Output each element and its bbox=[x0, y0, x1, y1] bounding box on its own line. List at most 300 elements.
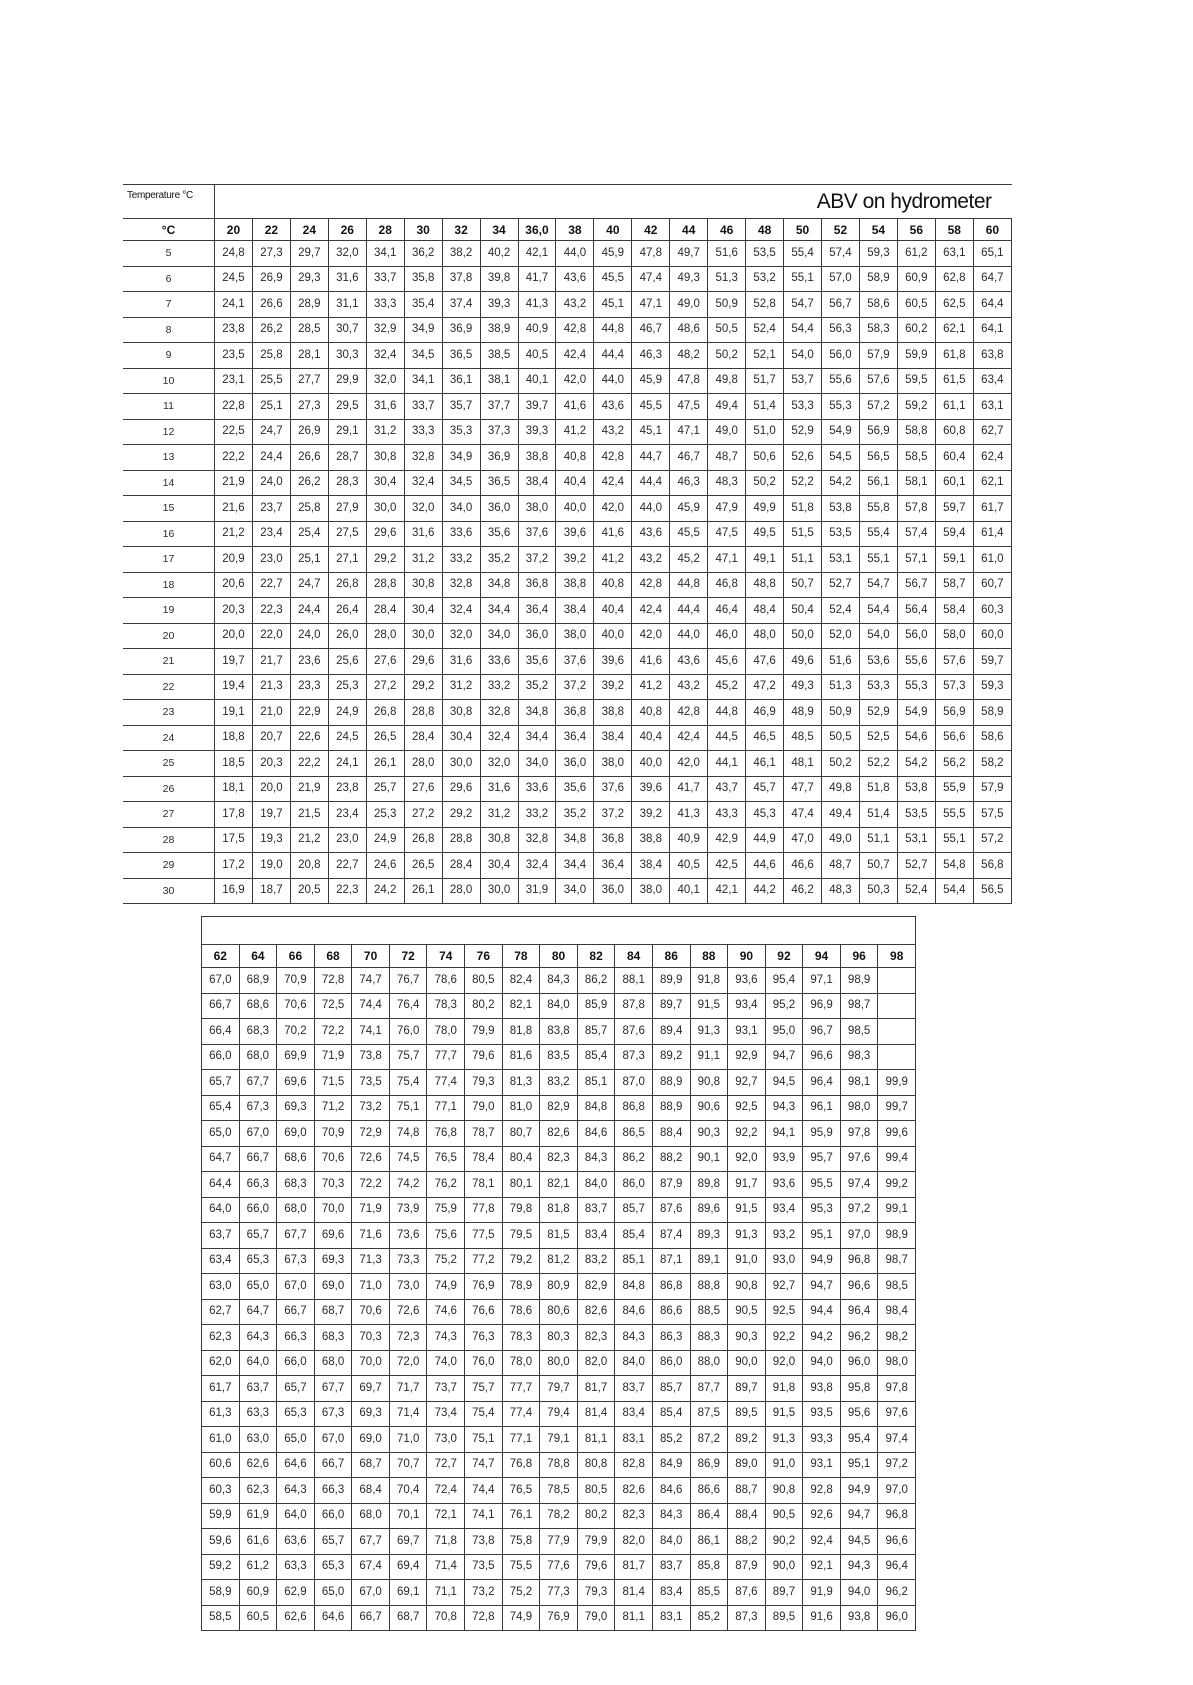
abv-cell: 23,4 bbox=[252, 521, 290, 547]
abv-cell: 86,8 bbox=[615, 1095, 653, 1121]
abv-cell: 55,4 bbox=[859, 521, 897, 547]
abv-cell: 80,5 bbox=[577, 1478, 615, 1504]
abv-cell: 61,1 bbox=[935, 394, 973, 420]
abv-cell: 26,2 bbox=[290, 470, 328, 496]
unit-label: °C bbox=[123, 219, 215, 241]
abv-cell: 39,6 bbox=[632, 776, 670, 802]
abv-cell: 70,3 bbox=[352, 1325, 390, 1351]
abv-cell: 88,4 bbox=[728, 1503, 766, 1529]
abv-cell: 83,5 bbox=[540, 1044, 578, 1070]
abv-cell: 48,6 bbox=[670, 317, 708, 343]
abv-cell: 76,3 bbox=[465, 1325, 503, 1351]
abv-cell: 29,2 bbox=[404, 674, 442, 700]
abv-cell: 73,8 bbox=[465, 1529, 503, 1555]
table-row bbox=[202, 1095, 916, 1121]
abv-cell: 97,8 bbox=[840, 1121, 878, 1147]
abv-cell: 54,2 bbox=[822, 470, 860, 496]
abv-cell: 54,8 bbox=[935, 853, 973, 879]
table-row bbox=[123, 343, 1012, 369]
abv-cell: 73,0 bbox=[389, 1274, 427, 1300]
abv-cell: 37,6 bbox=[518, 521, 556, 547]
abv-cell: 22,2 bbox=[290, 751, 328, 777]
abv-cell: 41,2 bbox=[556, 419, 594, 445]
abv-cell: 43,2 bbox=[556, 292, 594, 318]
abv-cell: 42,0 bbox=[632, 623, 670, 649]
abv-cell: 58,9 bbox=[973, 700, 1011, 726]
abv-cell: 80,5 bbox=[465, 968, 503, 994]
abv-cell: 97,2 bbox=[840, 1197, 878, 1223]
abv-cell: 26,9 bbox=[290, 419, 328, 445]
abv-cell: 81,4 bbox=[615, 1580, 653, 1606]
abv-cell: 58,0 bbox=[935, 623, 973, 649]
abv-temperature-table-top bbox=[123, 184, 1012, 904]
abv-cell: 37,6 bbox=[594, 776, 632, 802]
abv-cell: 83,1 bbox=[615, 1427, 653, 1453]
table-row bbox=[202, 1248, 916, 1274]
abv-cell: 93,8 bbox=[840, 1605, 878, 1631]
abv-cell: 19,4 bbox=[215, 674, 253, 700]
abv-cell: 77,4 bbox=[502, 1401, 540, 1427]
abv-cell: 53,1 bbox=[897, 827, 935, 853]
abv-cell: 27,3 bbox=[290, 394, 328, 420]
abv-cell: 22,6 bbox=[290, 725, 328, 751]
abv-cell: 44,4 bbox=[632, 470, 670, 496]
abv-cell: 79,4 bbox=[540, 1401, 578, 1427]
abv-cell: 85,5 bbox=[690, 1580, 728, 1606]
abv-cell: 78,0 bbox=[502, 1350, 540, 1376]
table-row bbox=[202, 1529, 916, 1555]
abv-cell: 35,6 bbox=[556, 776, 594, 802]
abv-cell: 50,7 bbox=[859, 853, 897, 879]
abv-cell: 88,8 bbox=[690, 1274, 728, 1300]
abv-cell: 81,5 bbox=[540, 1223, 578, 1249]
abv-cell: 38,2 bbox=[442, 241, 480, 267]
abv-cell: 38,5 bbox=[480, 343, 518, 369]
abv-cell: 52,6 bbox=[784, 445, 822, 471]
abv-cell: 32,0 bbox=[404, 496, 442, 522]
abv-cell: 36,9 bbox=[442, 317, 480, 343]
abv-cell: 41,2 bbox=[594, 547, 632, 573]
abv-cell: 62,7 bbox=[973, 419, 1011, 445]
abv-cell: 23,8 bbox=[215, 317, 253, 343]
abv-cell: 43,6 bbox=[670, 649, 708, 675]
abv-cell: 91,3 bbox=[690, 1019, 728, 1045]
abv-cell: 73,9 bbox=[389, 1197, 427, 1223]
abv-cell: 85,7 bbox=[652, 1376, 690, 1402]
abv-cell: 79,3 bbox=[577, 1580, 615, 1606]
abv-cell: 80,9 bbox=[540, 1274, 578, 1300]
abv-column-header: 46 bbox=[708, 219, 746, 241]
abv-cell: 67,4 bbox=[352, 1554, 390, 1580]
abv-cell: 21,9 bbox=[290, 776, 328, 802]
abv-cell: 42,0 bbox=[556, 368, 594, 394]
abv-cell: 64,0 bbox=[239, 1350, 277, 1376]
abv-column-header: 54 bbox=[859, 219, 897, 241]
abv-cell: 46,1 bbox=[746, 751, 784, 777]
abv-cell: 60,3 bbox=[973, 598, 1011, 624]
abv-column-header: 20 bbox=[215, 219, 253, 241]
abv-cell: 36,0 bbox=[518, 623, 556, 649]
abv-cell: 88,5 bbox=[690, 1299, 728, 1325]
abv-cell: 81,8 bbox=[502, 1019, 540, 1045]
temperature-cell: 15 bbox=[123, 496, 215, 522]
abv-cell: 96,6 bbox=[803, 1044, 841, 1070]
abv-cell: 48,3 bbox=[822, 878, 860, 904]
abv-cell: 44,8 bbox=[670, 572, 708, 598]
abv-cell: 48,5 bbox=[784, 725, 822, 751]
abv-cell: 49,0 bbox=[708, 419, 746, 445]
abv-cell: 38,9 bbox=[480, 317, 518, 343]
abv-cell: 98,3 bbox=[840, 1044, 878, 1070]
abv-cell: 70,0 bbox=[314, 1197, 352, 1223]
abv-cell: 78,1 bbox=[465, 1172, 503, 1198]
table-row bbox=[123, 470, 1012, 496]
abv-cell: 18,1 bbox=[215, 776, 253, 802]
abv-cell: 18,5 bbox=[215, 751, 253, 777]
abv-cell: 49,1 bbox=[746, 547, 784, 573]
abv-cell: 51,3 bbox=[708, 266, 746, 292]
abv-cell: 17,2 bbox=[215, 853, 253, 879]
abv-cell: 40,4 bbox=[594, 598, 632, 624]
abv-column-header: 34 bbox=[480, 219, 518, 241]
abv-cell: 82,6 bbox=[577, 1299, 615, 1325]
abv-cell: 59,1 bbox=[935, 547, 973, 573]
table-row bbox=[123, 751, 1012, 777]
abv-cell: 89,0 bbox=[728, 1452, 766, 1478]
abv-column-header: 98 bbox=[878, 945, 916, 968]
abv-cell: 26,8 bbox=[366, 700, 404, 726]
table-row bbox=[123, 802, 1012, 828]
abv-column-header: 58 bbox=[935, 219, 973, 241]
abv-cell: 72,3 bbox=[389, 1325, 427, 1351]
abv-cell: 76,2 bbox=[427, 1172, 465, 1198]
header-row bbox=[123, 185, 1012, 219]
abv-cell: 78,2 bbox=[540, 1503, 578, 1529]
abv-cell: 58,2 bbox=[973, 751, 1011, 777]
abv-cell: 56,5 bbox=[973, 878, 1011, 904]
table-row bbox=[202, 1070, 916, 1096]
temperature-cell: 7 bbox=[123, 292, 215, 318]
abv-cell: 59,5 bbox=[897, 368, 935, 394]
abv-cell: 71,9 bbox=[352, 1197, 390, 1223]
abv-cell: 83,1 bbox=[652, 1605, 690, 1631]
abv-cell: 81,7 bbox=[577, 1376, 615, 1402]
abv-cell: 68,7 bbox=[389, 1605, 427, 1631]
abv-cell: 34,8 bbox=[480, 572, 518, 598]
abv-cell: 97,8 bbox=[878, 1376, 916, 1402]
abv-cell: 97,4 bbox=[840, 1172, 878, 1198]
abv-cell: 93,6 bbox=[728, 968, 766, 994]
abv-cell: 47,6 bbox=[746, 649, 784, 675]
abv-cell: 24,9 bbox=[328, 700, 366, 726]
abv-cell: 71,3 bbox=[352, 1248, 390, 1274]
abv-cell: 82,3 bbox=[615, 1503, 653, 1529]
table-row bbox=[202, 1478, 916, 1504]
abv-cell: 57,2 bbox=[859, 394, 897, 420]
abv-cell: 24,8 bbox=[215, 241, 253, 267]
abv-cell: 42,8 bbox=[632, 572, 670, 598]
abv-cell: 58,6 bbox=[973, 725, 1011, 751]
abv-cell: 98,5 bbox=[878, 1274, 916, 1300]
abv-cell: 92,2 bbox=[728, 1121, 766, 1147]
abv-cell: 64,0 bbox=[202, 1197, 240, 1223]
abv-cell: 92,6 bbox=[803, 1503, 841, 1529]
table-row bbox=[202, 1605, 916, 1631]
abv-cell: 76,7 bbox=[389, 968, 427, 994]
abv-cell: 86,6 bbox=[690, 1478, 728, 1504]
abv-cell: 80,8 bbox=[577, 1452, 615, 1478]
abv-cell: 98,2 bbox=[878, 1325, 916, 1351]
abv-cell: 55,1 bbox=[935, 827, 973, 853]
abv-cell: 99,9 bbox=[878, 1070, 916, 1096]
abv-cell: 49,8 bbox=[822, 776, 860, 802]
abv-cell: 45,5 bbox=[670, 521, 708, 547]
abv-cell: 87,4 bbox=[652, 1223, 690, 1249]
abv-cell: 62,1 bbox=[935, 317, 973, 343]
abv-cell: 92,2 bbox=[765, 1325, 803, 1351]
abv-cell: 32,0 bbox=[366, 368, 404, 394]
abv-cell: 57,4 bbox=[897, 521, 935, 547]
abv-cell: 53,5 bbox=[746, 241, 784, 267]
abv-column-header: 32 bbox=[442, 219, 480, 241]
abv-cell bbox=[878, 1044, 916, 1070]
abv-cell: 28,5 bbox=[290, 317, 328, 343]
abv-cell: 89,9 bbox=[652, 968, 690, 994]
abv-cell: 38,8 bbox=[518, 445, 556, 471]
abv-cell: 98,5 bbox=[840, 1019, 878, 1045]
abv-cell: 48,8 bbox=[746, 572, 784, 598]
abv-cell: 21,7 bbox=[252, 649, 290, 675]
abv-cell: 37,4 bbox=[442, 292, 480, 318]
abv-cell: 60,8 bbox=[935, 419, 973, 445]
abv-cell: 26,0 bbox=[328, 623, 366, 649]
abv-column-header: 76 bbox=[465, 945, 503, 968]
abv-cell: 67,7 bbox=[277, 1223, 315, 1249]
abv-column-header: 36,0 bbox=[518, 219, 556, 241]
abv-cell: 32,0 bbox=[442, 623, 480, 649]
abv-cell: 99,4 bbox=[878, 1146, 916, 1172]
abv-cell: 63,8 bbox=[973, 343, 1011, 369]
abv-cell: 49,3 bbox=[784, 674, 822, 700]
abv-cell: 30,8 bbox=[366, 445, 404, 471]
abv-cell: 73,2 bbox=[465, 1580, 503, 1606]
abv-cell: 21,6 bbox=[215, 496, 253, 522]
abv-cell: 58,9 bbox=[202, 1580, 240, 1606]
abv-cell: 41,7 bbox=[518, 266, 556, 292]
abv-cell: 25,3 bbox=[328, 674, 366, 700]
abv-cell: 34,8 bbox=[518, 700, 556, 726]
abv-cell: 22,5 bbox=[215, 419, 253, 445]
abv-cell: 68,3 bbox=[239, 1019, 277, 1045]
abv-cell: 68,7 bbox=[314, 1299, 352, 1325]
abv-cell: 92,5 bbox=[728, 1095, 766, 1121]
abv-cell: 48,7 bbox=[822, 853, 860, 879]
abv-cell: 71,4 bbox=[389, 1401, 427, 1427]
abv-cell: 59,6 bbox=[202, 1529, 240, 1555]
abv-cell bbox=[878, 993, 916, 1019]
abv-cell: 95,2 bbox=[765, 993, 803, 1019]
abv-cell: 79,9 bbox=[577, 1529, 615, 1555]
abv-cell: 32,0 bbox=[328, 241, 366, 267]
abv-cell: 42,8 bbox=[556, 317, 594, 343]
abv-cell: 94,5 bbox=[765, 1070, 803, 1096]
abv-cell: 50,6 bbox=[746, 445, 784, 471]
table-row bbox=[123, 572, 1012, 598]
abv-cell: 27,7 bbox=[290, 368, 328, 394]
abv-cell: 49,0 bbox=[670, 292, 708, 318]
abv-cell: 71,6 bbox=[352, 1223, 390, 1249]
abv-cell: 36,4 bbox=[556, 725, 594, 751]
abv-cell: 68,6 bbox=[277, 1146, 315, 1172]
abv-cell: 30,4 bbox=[442, 725, 480, 751]
abv-cell: 52,2 bbox=[859, 751, 897, 777]
abv-cell: 74,9 bbox=[502, 1605, 540, 1631]
abv-cell: 34,0 bbox=[556, 878, 594, 904]
abv-cell: 70,9 bbox=[277, 968, 315, 994]
abv-cell: 91,5 bbox=[765, 1401, 803, 1427]
table-row bbox=[202, 1503, 916, 1529]
abv-cell: 38,4 bbox=[632, 853, 670, 879]
abv-cell: 36,0 bbox=[556, 751, 594, 777]
abv-cell: 38,0 bbox=[594, 751, 632, 777]
abv-cell: 80,2 bbox=[465, 993, 503, 1019]
temperature-corner-label: Temperature °C bbox=[123, 185, 215, 219]
temperature-cell: 16 bbox=[123, 521, 215, 547]
abv-cell: 44,2 bbox=[746, 878, 784, 904]
abv-cell: 27,2 bbox=[404, 802, 442, 828]
abv-cell: 32,8 bbox=[442, 572, 480, 598]
table-row bbox=[123, 317, 1012, 343]
abv-cell: 55,3 bbox=[822, 394, 860, 420]
abv-cell: 81,7 bbox=[615, 1554, 653, 1580]
table-row bbox=[123, 241, 1012, 267]
abv-cell: 52,7 bbox=[897, 853, 935, 879]
abv-cell: 49,5 bbox=[746, 521, 784, 547]
abv-cell: 50,3 bbox=[859, 878, 897, 904]
table-row bbox=[202, 1172, 916, 1198]
abv-cell: 54,7 bbox=[859, 572, 897, 598]
abv-cell: 94,3 bbox=[840, 1554, 878, 1580]
abv-cell: 85,2 bbox=[690, 1605, 728, 1631]
abv-cell: 40,8 bbox=[594, 572, 632, 598]
abv-cell: 25,1 bbox=[252, 394, 290, 420]
table-row bbox=[202, 1427, 916, 1453]
abv-cell: 63,1 bbox=[973, 394, 1011, 420]
abv-cell: 95,6 bbox=[840, 1401, 878, 1427]
abv-cell: 28,8 bbox=[366, 572, 404, 598]
abv-cell: 33,6 bbox=[480, 649, 518, 675]
abv-cell: 84,9 bbox=[652, 1452, 690, 1478]
abv-cell: 76,8 bbox=[502, 1452, 540, 1478]
abv-cell: 67,3 bbox=[314, 1401, 352, 1427]
abv-cell: 30,8 bbox=[442, 700, 480, 726]
abv-cell: 29,2 bbox=[442, 802, 480, 828]
abv-cell: 32,8 bbox=[518, 827, 556, 853]
abv-cell: 87,5 bbox=[690, 1401, 728, 1427]
abv-cell: 53,7 bbox=[784, 368, 822, 394]
abv-cell: 64,4 bbox=[202, 1172, 240, 1198]
abv-cell: 44,9 bbox=[746, 827, 784, 853]
abv-cell: 44,8 bbox=[708, 700, 746, 726]
abv-cell: 61,0 bbox=[973, 547, 1011, 573]
abv-cell: 51,4 bbox=[746, 394, 784, 420]
abv-cell: 83,2 bbox=[540, 1070, 578, 1096]
abv-cell: 53,3 bbox=[784, 394, 822, 420]
abv-cell: 31,2 bbox=[480, 802, 518, 828]
abv-cell: 78,6 bbox=[502, 1299, 540, 1325]
abv-cell: 97,6 bbox=[840, 1146, 878, 1172]
abv-cell: 70,8 bbox=[427, 1605, 465, 1631]
abv-cell: 60,6 bbox=[202, 1452, 240, 1478]
abv-cell: 47,0 bbox=[784, 827, 822, 853]
abv-cell: 99,1 bbox=[878, 1197, 916, 1223]
abv-cell: 67,0 bbox=[314, 1427, 352, 1453]
abv-cell: 50,9 bbox=[708, 292, 746, 318]
abv-cell: 52,7 bbox=[822, 572, 860, 598]
abv-column-header: 28 bbox=[366, 219, 404, 241]
abv-cell: 52,4 bbox=[897, 878, 935, 904]
abv-cell: 72,1 bbox=[427, 1503, 465, 1529]
abv-cell: 41,7 bbox=[670, 776, 708, 802]
abv-cell: 53,3 bbox=[859, 674, 897, 700]
abv-cell: 45,9 bbox=[632, 368, 670, 394]
abv-cell: 23,6 bbox=[290, 649, 328, 675]
temperature-cell: 8 bbox=[123, 317, 215, 343]
abv-cell: 19,7 bbox=[252, 802, 290, 828]
abv-cell: 97,4 bbox=[878, 1427, 916, 1453]
abv-cell: 92,0 bbox=[728, 1146, 766, 1172]
abv-cell: 76,5 bbox=[427, 1146, 465, 1172]
abv-cell: 77,5 bbox=[465, 1223, 503, 1249]
abv-cell: 79,6 bbox=[465, 1044, 503, 1070]
abv-cell: 35,2 bbox=[556, 802, 594, 828]
abv-cell: 77,7 bbox=[502, 1376, 540, 1402]
abv-cell: 78,4 bbox=[465, 1146, 503, 1172]
abv-cell: 42,8 bbox=[594, 445, 632, 471]
abv-cell: 95,0 bbox=[765, 1019, 803, 1045]
abv-cell: 37,6 bbox=[556, 649, 594, 675]
abv-cell: 66,0 bbox=[239, 1197, 277, 1223]
abv-cell: 29,9 bbox=[328, 368, 366, 394]
abv-cell: 56,6 bbox=[935, 725, 973, 751]
abv-cell: 68,0 bbox=[239, 1044, 277, 1070]
abv-cell: 45,2 bbox=[708, 674, 746, 700]
abv-cell: 85,4 bbox=[615, 1223, 653, 1249]
abv-cell: 24,4 bbox=[252, 445, 290, 471]
abv-cell: 75,2 bbox=[427, 1248, 465, 1274]
abv-cell: 21,2 bbox=[215, 521, 253, 547]
abv-cell: 83,4 bbox=[577, 1223, 615, 1249]
abv-cell: 50,5 bbox=[708, 317, 746, 343]
abv-cell: 40,4 bbox=[632, 725, 670, 751]
abv-cell: 73,5 bbox=[352, 1070, 390, 1096]
abv-cell: 42,4 bbox=[632, 598, 670, 624]
abv-cell: 95,3 bbox=[803, 1197, 841, 1223]
abv-cell: 55,4 bbox=[784, 241, 822, 267]
abv-cell: 82,3 bbox=[577, 1325, 615, 1351]
abv-cell: 74,0 bbox=[427, 1350, 465, 1376]
abv-cell: 96,8 bbox=[878, 1503, 916, 1529]
abv-cell: 61,4 bbox=[973, 521, 1011, 547]
abv-column-header: 80 bbox=[540, 945, 578, 968]
abv-cell: 86,9 bbox=[690, 1452, 728, 1478]
abv-cell: 79,6 bbox=[577, 1554, 615, 1580]
abv-cell: 46,7 bbox=[632, 317, 670, 343]
abv-cell: 67,7 bbox=[314, 1376, 352, 1402]
abv-cell: 53,5 bbox=[822, 521, 860, 547]
abv-cell: 49,8 bbox=[708, 368, 746, 394]
abv-column-header: 88 bbox=[690, 945, 728, 968]
